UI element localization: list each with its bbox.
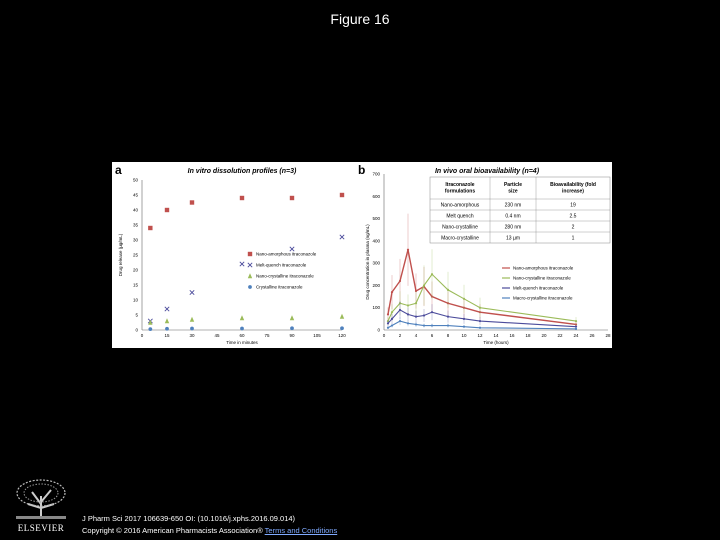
panel-b-legend-label: Nano-crystalline itraconazole [513,275,571,281]
publisher-name: ELSEVIER [17,523,65,533]
panel-b-y-tick: 600 [372,193,380,199]
panel-a-legend-label: Nano-crystalline itraconazole [256,273,314,279]
panel-a-x-tick: 105 [313,333,321,338]
panel-a-point [165,307,169,311]
panel-b-x-tick: 18 [525,333,531,338]
panel-b-point [423,314,425,316]
panel-b-point [399,280,401,282]
panel-b-point [415,323,417,325]
panel-b-y-tick: 700 [372,171,380,177]
panel-b-x-tick: 2 [398,333,402,338]
panel-a-letter: a [115,163,122,177]
panel-a-y-tick: 15 [132,282,138,288]
panel-b-x-tick: 26 [589,333,595,338]
panel-b-point [463,326,465,328]
panel-a-y-tick: 50 [132,177,138,183]
panel-b-point [479,327,481,329]
panel-a-y-tick: 45 [132,192,138,198]
panel-b-point [447,316,449,318]
panel-b-title: In vivo oral bioavailability (n=4) [434,168,540,175]
panel-a-legend-marker [248,273,252,278]
panel-a-legend-marker [248,263,252,267]
panel-b-point [431,324,433,326]
panel-a-point [290,326,294,330]
panel-a-point [240,315,244,320]
panel-a-legend-marker [248,252,252,256]
table-cell: Nano-amorphous [440,202,480,209]
panel-a-point [290,315,294,320]
panel-b-legend-label: Macro-crystalline itraconazole [513,295,573,301]
panel-b-y-tick: 0 [377,327,380,333]
panel-b-x-tick: 0 [382,333,386,338]
panel-a-point [148,327,152,331]
panel-b-point [463,318,465,320]
table-cell: 280 nm [504,224,522,231]
panel-b-x-tick: 6 [430,333,434,338]
panel-b-x-tick: 12 [477,333,483,338]
table-cell: 0.4 nm [505,213,521,220]
panel-b-point [575,320,577,322]
panel-a-y-label: Drug release (µg/mL) [118,233,123,277]
panel-b-y-tick: 300 [372,260,380,266]
panel-a-y-tick: 0 [135,327,138,333]
panel-b-y-tick: 100 [372,305,380,311]
panel-b-point [391,318,393,320]
panel-a-point [240,196,244,200]
panel-b-point [391,291,393,293]
panel-b-point [391,311,393,313]
panel-a-x-tick: 120 [338,333,346,338]
copyright-text: Copyright © 2016 American Pharmacists Association® [82,526,263,535]
panel-a-point [165,208,169,212]
panel-a-legend-label: Melt-quench itraconazole [256,262,307,268]
panel-b-point [423,324,425,326]
page-title: Figure 16 [330,11,390,27]
panel-a-point [340,314,344,319]
panel-b-point [431,273,433,275]
panel-a-legend-label: Nano-amorphous itraconazole [256,251,317,257]
panel-a-point [340,235,344,239]
panel-a-point [190,200,194,204]
panel-a-point [190,290,194,294]
panel-b-x-tick: 24 [573,333,579,338]
panel-b-point [387,327,389,329]
tree-icon [10,478,72,522]
panel-b-point [463,298,465,300]
panel-a-x-tick: 90 [289,333,295,338]
table-cell: 230 nm [504,202,522,209]
panel-a-point [190,327,194,331]
figure-svg [112,162,612,348]
panel-a-y-tick: 25 [132,252,138,258]
elsevier-logo [8,478,74,534]
table-cell: Nano-crystalline [442,224,478,231]
panel-a-x-tick: 30 [189,333,195,338]
panel-a-point [240,327,244,331]
panel-a-x-tick: 60 [239,333,245,338]
citation-line-2 [82,525,337,537]
panel-b-point [407,322,409,324]
panel-b-point [575,328,577,330]
panel-a-x-tick: 45 [214,333,220,338]
panel-b-point [407,304,409,306]
panel-a-y-tick: 30 [132,237,138,243]
panel-b-point [407,249,409,251]
figure-image [112,162,612,348]
citation-line-1: J Pharm Sci 2017 106639-650 OI: (10.1016/j.xphs.2016.09.014) [82,514,296,523]
panel-b-point [391,324,393,326]
panel-a-x-tick: 15 [164,333,170,338]
panel-b-point [423,284,425,286]
panel-b-point [387,313,389,315]
panel-a-point [340,193,344,197]
panel-a-y-tick: 5 [135,312,138,318]
panel-b-point [407,313,409,315]
panel-a-point [165,327,169,331]
panel-b-x-tick: 10 [461,333,467,338]
panel-b-point [575,326,577,328]
panel-a-point [290,196,294,200]
panel-b-y-label: Drug concentration in plasma (ng/mL) [365,224,370,300]
panel-b-x-tick: 20 [541,333,547,338]
panel-b-y-tick: 500 [372,216,380,222]
panel-b-y-tick: 400 [372,238,380,244]
panel-a-point [190,317,194,322]
panel-b-x-tick: 14 [493,333,499,338]
panel-a-y-tick: 10 [132,297,138,303]
panel-a-point [240,262,244,266]
panel-a-x-label: Time in minutes [226,340,258,345]
panel-b-point [431,311,433,313]
panel-a-y-tick: 40 [132,207,138,213]
panel-a-y-tick: 20 [132,267,138,273]
table-cell: Melt quench [446,213,474,220]
panel-a-x-tick: 75 [264,333,270,338]
table-cell: 2 [571,224,575,231]
panel-b-point [399,320,401,322]
panel-a-y-tick: 35 [132,222,138,228]
panel-b-point [447,289,449,291]
panel-b-x-tick: 16 [509,333,515,338]
panel-b-table [430,177,610,243]
panel-a-point [290,247,294,251]
panel-a-point [165,318,169,323]
table-header-cell: Particle size [503,182,523,195]
terms-link[interactable]: Terms and Conditions [264,526,338,535]
panel-a-legend-label: Crystalline itraconazole [256,284,303,290]
panel-a-point [340,326,344,330]
citation [82,513,337,537]
panel-a-point [148,226,152,230]
panel-b-x-label: Time (hours) [483,340,509,345]
panel-b-point [399,309,401,311]
panel-a-title: In vitro dissolution profiles (n=3) [187,168,297,175]
panel-a-x-tick: 0 [140,333,144,338]
panel-a-legend-marker [248,285,252,289]
panel-b-point [387,322,389,324]
table-cell: 13 µm [506,235,520,242]
panel-b-letter: b [358,163,366,177]
table-cell: 2.5 [569,213,577,220]
panel-b-legend-label: Nano-amorphous itraconazole [513,265,574,271]
panel-b-y-tick: 200 [372,282,380,288]
panel-b-point [415,302,417,304]
table-cell: Macro-crystalline [441,235,479,242]
panel-b-x-tick: 22 [557,333,563,338]
panel-b-x-tick: 8 [446,333,450,338]
table-header-cell: Bioavailability (fold increase) [550,182,596,195]
table-header-cell: Itraconazole formulations [444,182,476,195]
table-cell: 19 [570,202,576,209]
table-cell: 1 [571,235,575,242]
panel-b-point [415,316,417,318]
panel-b-x-tick: 28 [605,333,611,338]
panel-b-point [447,324,449,326]
panel-b-legend-label: Melt-quench itraconazole [513,285,564,291]
panel-b-point [479,320,481,322]
panel-b-x-tick: 4 [414,333,418,338]
panel-b-point [479,307,481,309]
